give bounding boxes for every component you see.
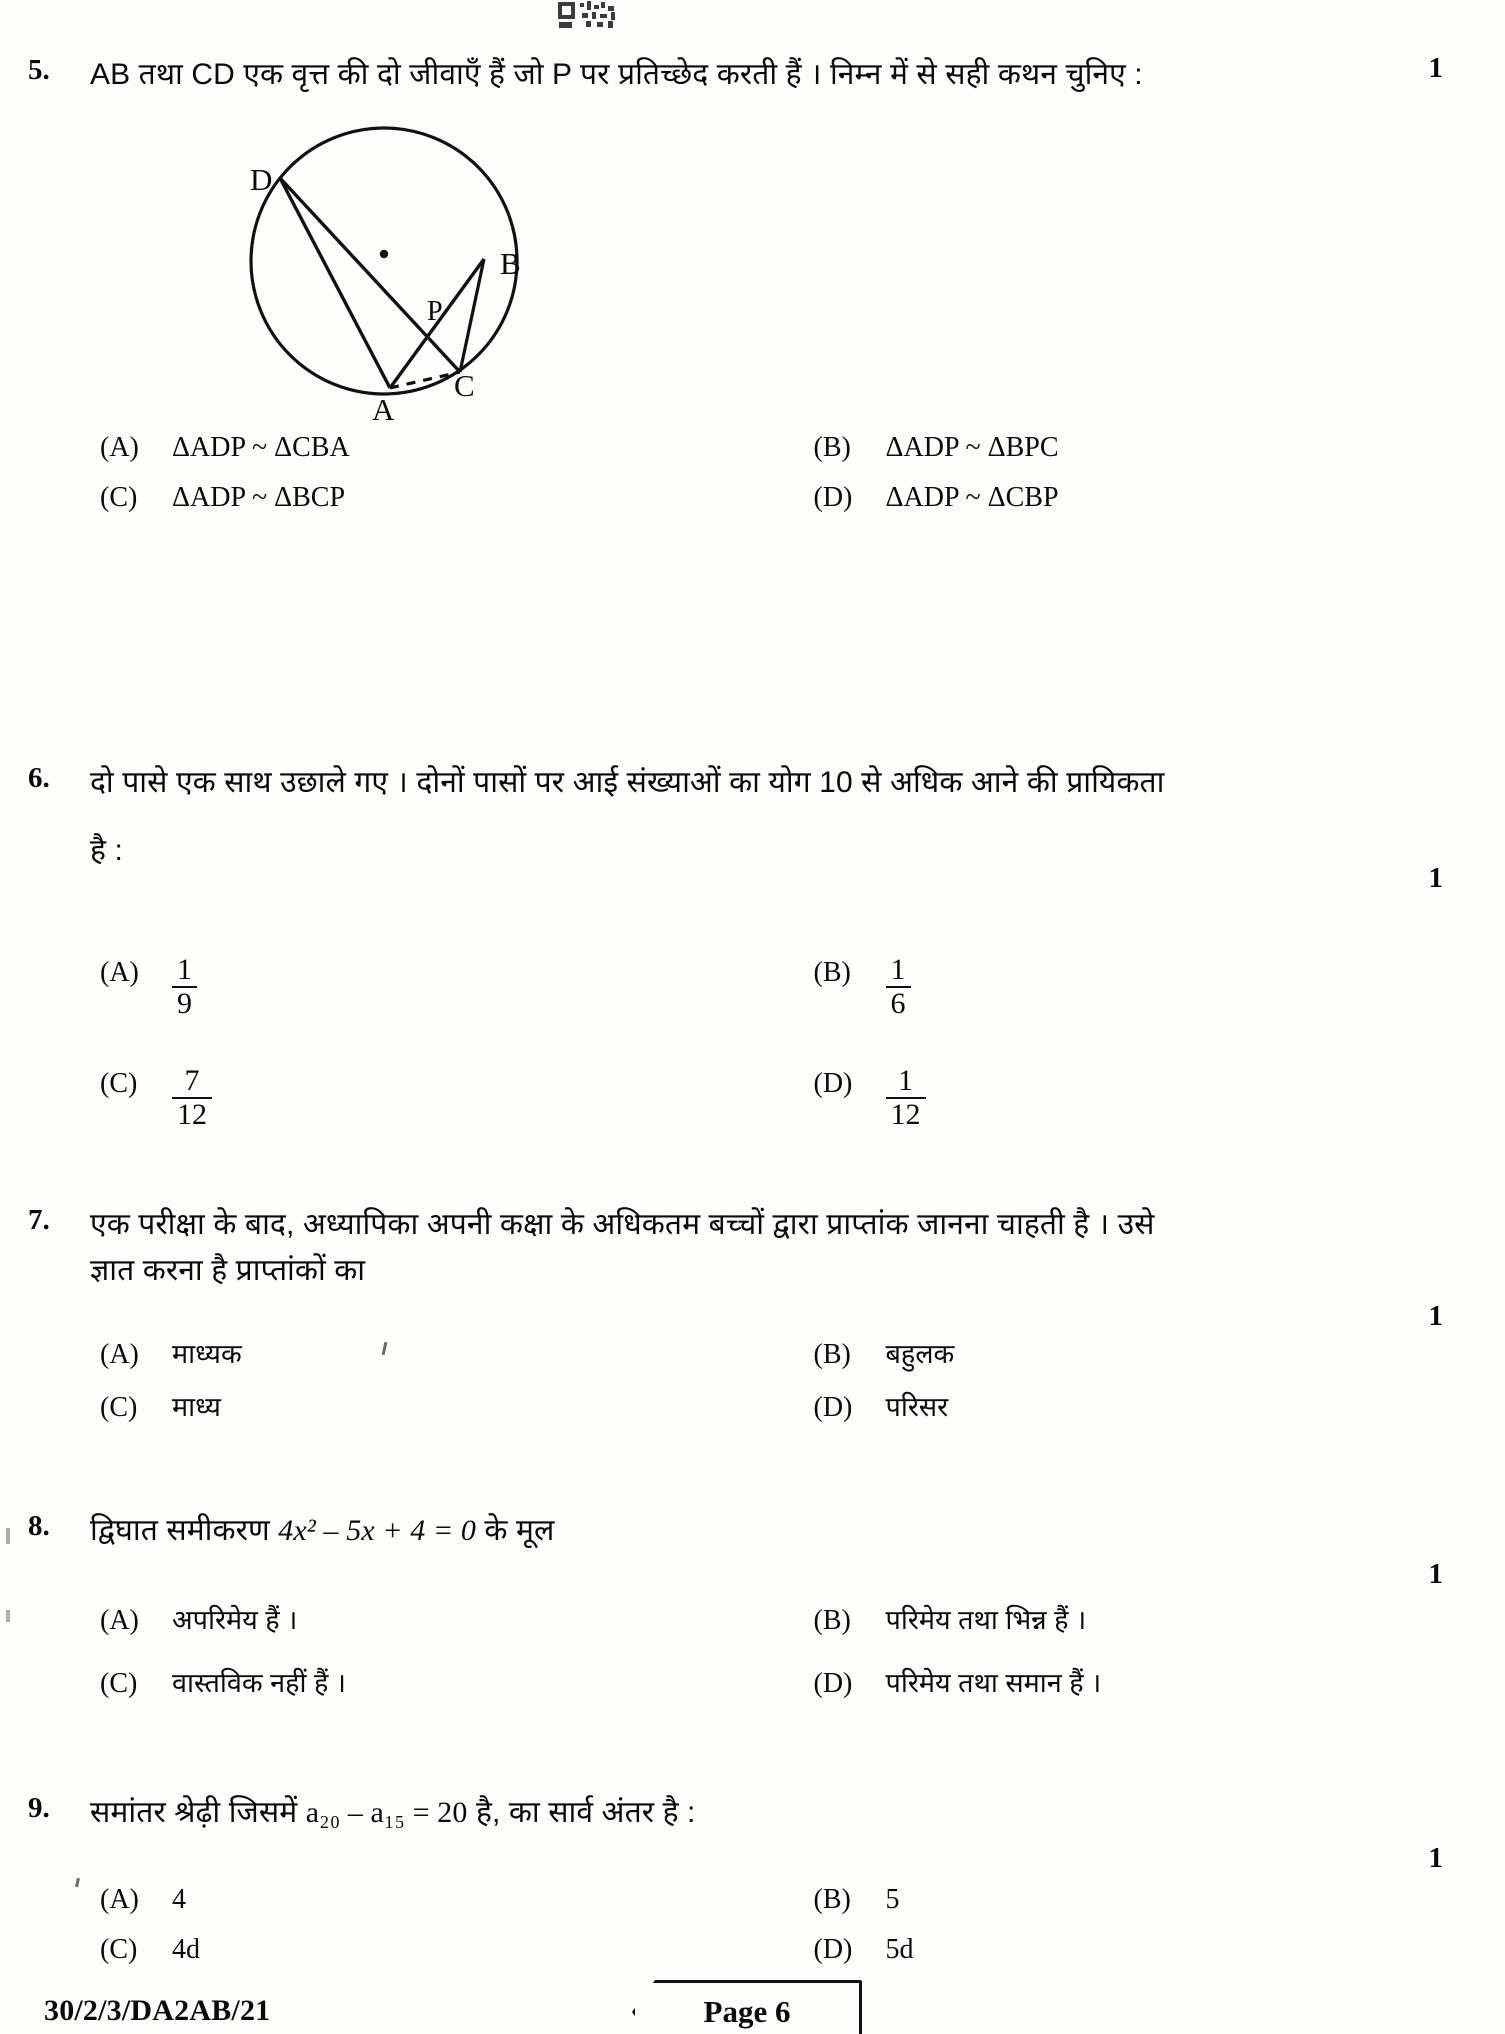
scan-artifact-icon: [556, 0, 622, 30]
diagram-label-a: A: [372, 392, 395, 427]
scan-speck: [75, 1878, 80, 1887]
circle-outline: [251, 128, 517, 394]
question-9: [28, 1790, 1415, 1836]
option-row: [100, 1934, 1435, 1966]
question-5-marks: 1: [1428, 52, 1443, 84]
option-6-b[interactable]: [768, 953, 1436, 1023]
question-8: [28, 1508, 1415, 1554]
option-row: [100, 1387, 1435, 1424]
question-6-number: 6.: [28, 762, 50, 794]
option-9-d[interactable]: [768, 1934, 1436, 1966]
question-6-marks: 1: [1428, 862, 1443, 894]
option-9-a[interactable]: [100, 1884, 768, 1916]
question-7-text-line1: एक परीक्षा के बाद, अध्यापिका अपनी कक्षा के अधिकतम बच्चों द्वारा प्राप्तांक जानना चाहती है । उसे: [90, 1208, 1155, 1241]
fraction-denominator: 6: [886, 986, 911, 1020]
question-9-equation: a₂₀ – a₁₅ = 20: [305, 1796, 468, 1829]
diagram-label-p: P: [427, 296, 443, 327]
diagram-label-d: D: [250, 162, 273, 197]
option-6-c[interactable]: [100, 1063, 768, 1134]
scan-edge-mark: [6, 1610, 10, 1622]
fraction-denominator: 12: [172, 1097, 212, 1131]
question-7: [28, 1202, 1415, 1293]
option-8-a[interactable]: [100, 1600, 768, 1637]
option-6-b-label: (B): [813, 957, 851, 988]
page-number-badge: [632, 1980, 862, 2034]
question-7-marks: 1: [1428, 1300, 1443, 1332]
question-9-options: [100, 1884, 1435, 1966]
paper-code: 30/2/3/DA2AB/21: [44, 1994, 271, 2027]
option-5-a[interactable]: [100, 432, 768, 464]
option-9-c-text: 4d: [172, 1934, 200, 1965]
option-5-a-text: ΔADP ~ ΔCBA: [172, 432, 350, 463]
question-8-options: [100, 1600, 1435, 1700]
question-5-number: 5.: [28, 54, 50, 86]
option-9-c-label: (C): [100, 1934, 138, 1965]
fraction-numerator: 7: [184, 1063, 200, 1097]
option-7-a-text: माध्यक: [172, 1339, 242, 1369]
option-9-a-text: 4: [172, 1884, 186, 1915]
option-8-a-label: (A): [100, 1605, 139, 1636]
option-9-d-label: (D): [813, 1934, 853, 1965]
option-8-c-label: (C): [100, 1668, 138, 1699]
option-8-d-label: (D): [813, 1668, 853, 1699]
question-8-marks: 1: [1428, 1558, 1443, 1590]
option-6-d-fraction: [886, 1065, 926, 1132]
option-7-d-label: (D): [813, 1392, 853, 1423]
option-8-c-text: वास्तविक नहीं हैं ।: [172, 1668, 347, 1698]
option-7-a[interactable]: [100, 1334, 768, 1371]
option-7-b[interactable]: [768, 1334, 1436, 1371]
option-row: [100, 1334, 1435, 1371]
question-8-text: [90, 1508, 1415, 1554]
question-5-text: AB तथा CD एक वृत्त की दो जीवाएँ हैं जो P पर प्रतिच्छेद करती हैं । निम्न में से सही कथन चुनिए :: [90, 58, 1143, 91]
question-7-options: [100, 1334, 1435, 1424]
option-6-a[interactable]: [100, 953, 768, 1023]
option-5-b-text: ΔADP ~ ΔBPC: [885, 432, 1059, 463]
option-8-d[interactable]: [768, 1663, 1436, 1700]
option-5-d[interactable]: [768, 482, 1436, 514]
circle-center-dot: [380, 250, 388, 258]
option-6-c-fraction: [172, 1065, 212, 1132]
option-5-b-label: (B): [813, 432, 851, 463]
chord-da: [280, 178, 390, 388]
option-7-c-label: (C): [100, 1392, 138, 1423]
option-row: [100, 482, 1435, 514]
option-6-a-fraction: [172, 954, 197, 1021]
option-6-d-label: (D): [813, 1067, 853, 1099]
question-8-text-suffix: के मूल: [476, 1514, 555, 1547]
question-6-options: [100, 953, 1435, 1134]
option-5-b[interactable]: [768, 432, 1436, 464]
question-5-options: [100, 432, 1435, 514]
circle-chords-diagram: [232, 106, 572, 436]
option-7-b-text: बहुलक: [885, 1339, 955, 1369]
question-8-number: 8.: [28, 1510, 50, 1542]
diagram-label-c: C: [454, 368, 475, 403]
fraction-denominator: 12: [886, 1097, 926, 1131]
question-6-text-line1: दो पासे एक साथ उछाले गए । दोनों पासों पर आई संख्याओं का योग 10 से अधिक आने की प्रायिकता: [90, 766, 1165, 799]
option-9-b[interactable]: [768, 1884, 1436, 1916]
question-8-equation: 4x² – 5x + 4 = 0: [278, 1514, 476, 1547]
option-5-c[interactable]: [100, 482, 768, 514]
option-5-a-label: (A): [100, 432, 139, 463]
option-8-b-text: परिमेय तथा भिन्न हैं ।: [885, 1605, 1087, 1635]
diagram-label-b: B: [500, 246, 521, 281]
scan-edge-mark: [6, 1528, 10, 1544]
option-row: [100, 1884, 1435, 1916]
option-9-c[interactable]: [100, 1934, 768, 1966]
option-5-d-text: ΔADP ~ ΔCBP: [885, 482, 1059, 513]
option-8-a-text: अपरिमेय हैं ।: [172, 1605, 298, 1635]
option-5-d-label: (D): [813, 482, 853, 513]
question-9-number: 9.: [28, 1792, 50, 1824]
question-9-text: [90, 1790, 1415, 1836]
option-row: [100, 1663, 1435, 1700]
option-6-a-label: (A): [100, 957, 139, 988]
page-number-label: Page 6: [703, 1994, 791, 2029]
option-9-b-label: (B): [813, 1884, 851, 1915]
circle-diagram-svg: [232, 106, 572, 436]
question-7-text-line2: ज्ञात करना है प्राप्तांकों का: [90, 1253, 366, 1287]
option-6-d[interactable]: [768, 1063, 1436, 1134]
option-row: [100, 953, 1435, 1023]
question-9-text-prefix: समांतर श्रेढ़ी जिसमें: [90, 1796, 306, 1829]
chord-dc: [280, 178, 460, 372]
option-row: [100, 1063, 1435, 1134]
fraction-numerator: 1: [177, 953, 192, 986]
fraction-denominator: 9: [172, 986, 197, 1020]
fraction-numerator: 1: [898, 1063, 913, 1097]
option-9-b-text: 5: [885, 1884, 900, 1915]
fraction-numerator: 1: [890, 953, 906, 986]
option-9-d-text: 5d: [885, 1934, 914, 1965]
question-6-text-line2: है :: [90, 833, 123, 867]
option-6-b-fraction: [886, 954, 911, 1021]
option-5-c-text: ΔADP ~ ΔBCP: [172, 482, 346, 513]
option-7-c[interactable]: [100, 1387, 768, 1424]
question-9-text-suffix: है, का सार्व अंतर है :: [467, 1796, 696, 1829]
question-5: [28, 52, 1435, 98]
option-7-c-text: माध्य: [172, 1392, 221, 1422]
option-7-d-text: परिसर: [885, 1392, 949, 1422]
option-7-d[interactable]: [768, 1387, 1436, 1424]
option-row: [100, 432, 1435, 464]
question-7-number: 7.: [28, 1204, 50, 1236]
option-7-b-label: (B): [813, 1339, 851, 1370]
question-6: [28, 760, 1395, 873]
option-8-c[interactable]: [100, 1663, 768, 1700]
option-6-c-label: (C): [100, 1067, 138, 1099]
option-5-c-label: (C): [100, 482, 138, 513]
question-9-marks: 1: [1428, 1842, 1443, 1874]
question-8-text-prefix: द्विघात समीकरण: [90, 1514, 279, 1547]
option-7-a-label: (A): [100, 1339, 139, 1370]
option-9-a-label: (A): [100, 1884, 139, 1915]
option-8-b-label: (B): [813, 1605, 851, 1636]
option-8-d-text: परिमेय तथा समान हैं ।: [885, 1668, 1102, 1698]
option-row: [100, 1600, 1435, 1637]
option-8-b[interactable]: [768, 1600, 1436, 1637]
